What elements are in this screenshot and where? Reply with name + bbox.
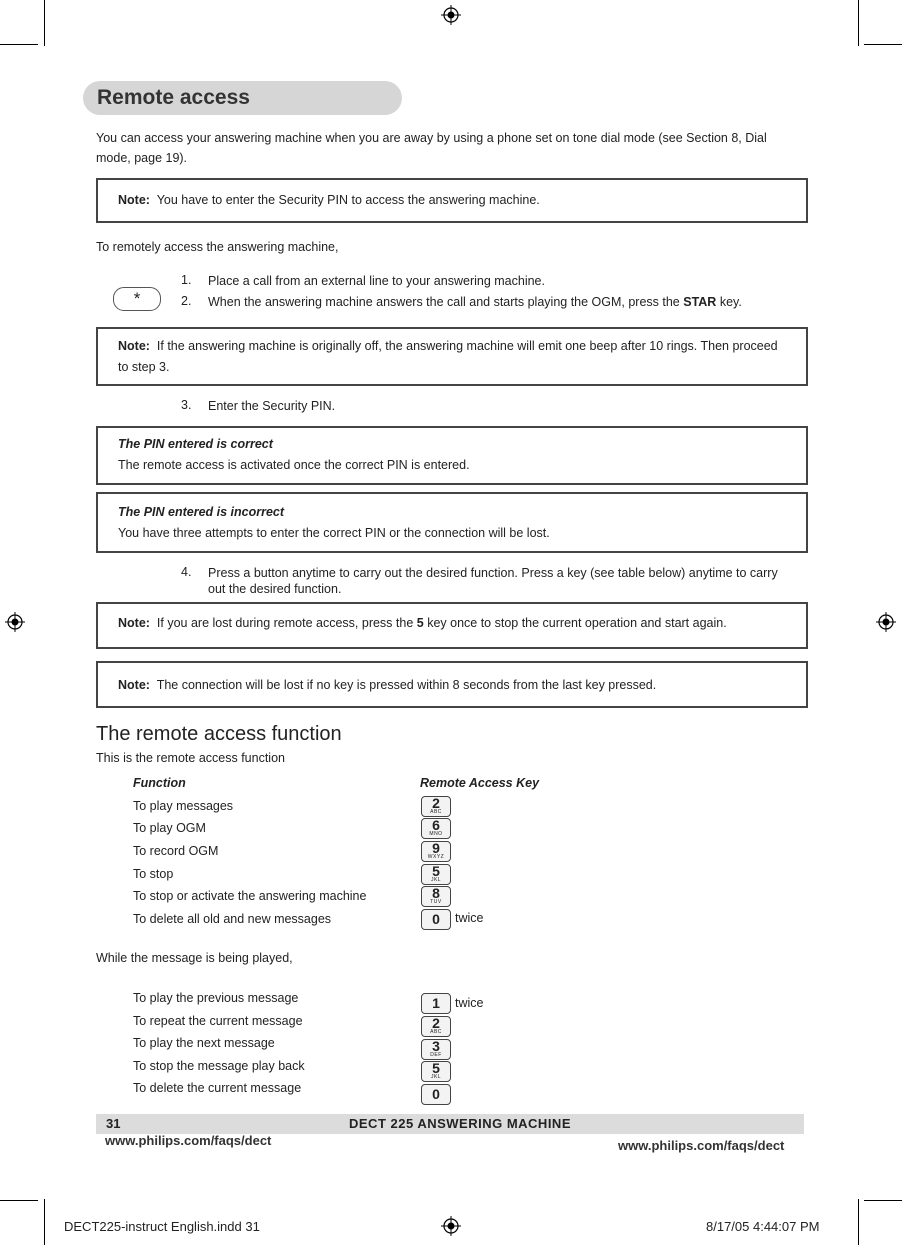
section-intro: This is the remote access function: [96, 751, 285, 765]
crop-mark: [864, 1200, 902, 1201]
page-title: Remote access: [97, 86, 250, 109]
page-number: 31: [106, 1116, 121, 1131]
product-title: DECT 225 ANSWERING MACHINE: [349, 1116, 571, 1131]
registration-mark-icon: [441, 5, 461, 25]
pin-correct-box: [96, 426, 808, 485]
keypad-key-icon: 9 WXYZ: [421, 841, 451, 862]
registration-mark-icon: [876, 612, 896, 632]
note-box: [96, 661, 808, 708]
function-label: To delete all old and new messages: [133, 912, 332, 926]
note-text: If you are lost during remote access, press the 5 key once to stop the current operation and start again.: [156, 616, 727, 630]
step-number: 4.: [181, 565, 192, 579]
page-title-banner: [83, 81, 402, 115]
to-remote-text: To remotely access the answering machine,: [96, 240, 339, 254]
keypad-key-icon: 8 TUV: [421, 886, 451, 907]
pin-correct-title: The PIN entered is correct: [118, 437, 273, 451]
keypad-key-icon: 1: [421, 993, 451, 1014]
table-header-function: Function: [133, 776, 186, 790]
note-label: Note:: [118, 678, 150, 692]
keypad-key-icon: 5 JKL: [421, 864, 451, 885]
keypad-key-icon: 0: [421, 909, 451, 930]
crop-mark: [858, 0, 859, 46]
key-suffix: twice: [455, 996, 484, 1010]
star-key-icon: *: [113, 287, 161, 311]
note-label: Note:: [118, 339, 150, 353]
footer-bar: [96, 1114, 804, 1134]
while-played-text: While the message is being played,: [96, 951, 293, 965]
function-label: To play messages: [133, 799, 234, 813]
table-header-key: Remote Access Key: [420, 776, 540, 790]
note-box: [96, 327, 808, 386]
print-slug-file: DECT225-instruct English.indd 31: [64, 1219, 260, 1234]
crop-mark: [44, 1199, 45, 1245]
function-label: To play OGM: [133, 821, 206, 835]
step-number: 2.: [181, 294, 192, 308]
function-label: To stop: [133, 867, 174, 881]
note-text: The connection will be lost if no key is pressed within 8 seconds from the last key pressed.: [156, 678, 657, 692]
pin-correct-text: The remote access is activated once the correct PIN is entered.: [118, 458, 470, 472]
function-label: To stop or activate the answering machine: [133, 889, 367, 903]
crop-mark: [0, 1200, 38, 1201]
note-box: [96, 602, 808, 649]
footer-url-left[interactable]: www.philips.com/faqs/dect: [105, 1133, 272, 1148]
intro-paragraph: You can access your answering machine when you are away by using a phone set on tone dial mode (see Section 8, Dial mode, page 19).: [96, 131, 767, 165]
playback-label: To play the previous message: [133, 991, 299, 1005]
pin-incorrect-text: You have three attempts to enter the correct PIN or the connection will be lost.: [118, 526, 550, 540]
print-slug-date: 8/17/05 4:44:07 PM: [706, 1219, 820, 1234]
crop-mark: [858, 1199, 859, 1245]
playback-label: To play the next message: [133, 1036, 275, 1050]
keypad-key-icon: 2 ABC: [421, 796, 451, 817]
section-title: The remote access function: [96, 723, 342, 745]
step-text: When the answering machine answers the call and starts playing the OGM, press the STAR key.: [208, 295, 742, 309]
pin-incorrect-title: The PIN entered is incorrect: [118, 505, 285, 519]
playback-label: To delete the current message: [133, 1081, 302, 1095]
note-box: [96, 178, 808, 223]
pin-incorrect-box: [96, 492, 808, 553]
step-number: 1.: [181, 273, 192, 287]
note-text: You have to enter the Security PIN to access the answering machine.: [156, 193, 540, 207]
step-text: Enter the Security PIN.: [208, 399, 336, 413]
keypad-key-icon: 0: [421, 1084, 451, 1105]
step-text: Place a call from an external line to your answering machine.: [208, 274, 545, 288]
note-label: Note:: [118, 193, 150, 207]
keypad-key-icon: 5 JKL: [421, 1061, 451, 1082]
step-number: 3.: [181, 398, 192, 412]
playback-label: To repeat the current message: [133, 1014, 303, 1028]
function-label: To record OGM: [133, 844, 219, 858]
crop-mark: [0, 44, 38, 45]
crop-mark: [44, 0, 45, 46]
key-suffix: twice: [455, 911, 484, 925]
crop-mark: [864, 44, 902, 45]
playback-label: To stop the message play back: [133, 1059, 305, 1073]
step-text: Press a button anytime to carry out the desired function. Press a key (see table below) anytime to carry out the desired function.: [208, 566, 778, 596]
footer-url-right[interactable]: www.philips.com/faqs/dect: [618, 1138, 785, 1153]
keypad-key-icon: 6 MNO: [421, 818, 451, 839]
keypad-key-icon: 3 DEF: [421, 1039, 451, 1060]
registration-mark-icon: [5, 612, 25, 632]
registration-mark-icon: [441, 1216, 461, 1236]
note-label: Note:: [118, 616, 150, 630]
note-text: If the answering machine is originally off, the answering machine will emit one beep after 10 rings. Then proceed to step 3.: [118, 339, 778, 374]
keypad-key-icon: 2 ABC: [421, 1016, 451, 1037]
